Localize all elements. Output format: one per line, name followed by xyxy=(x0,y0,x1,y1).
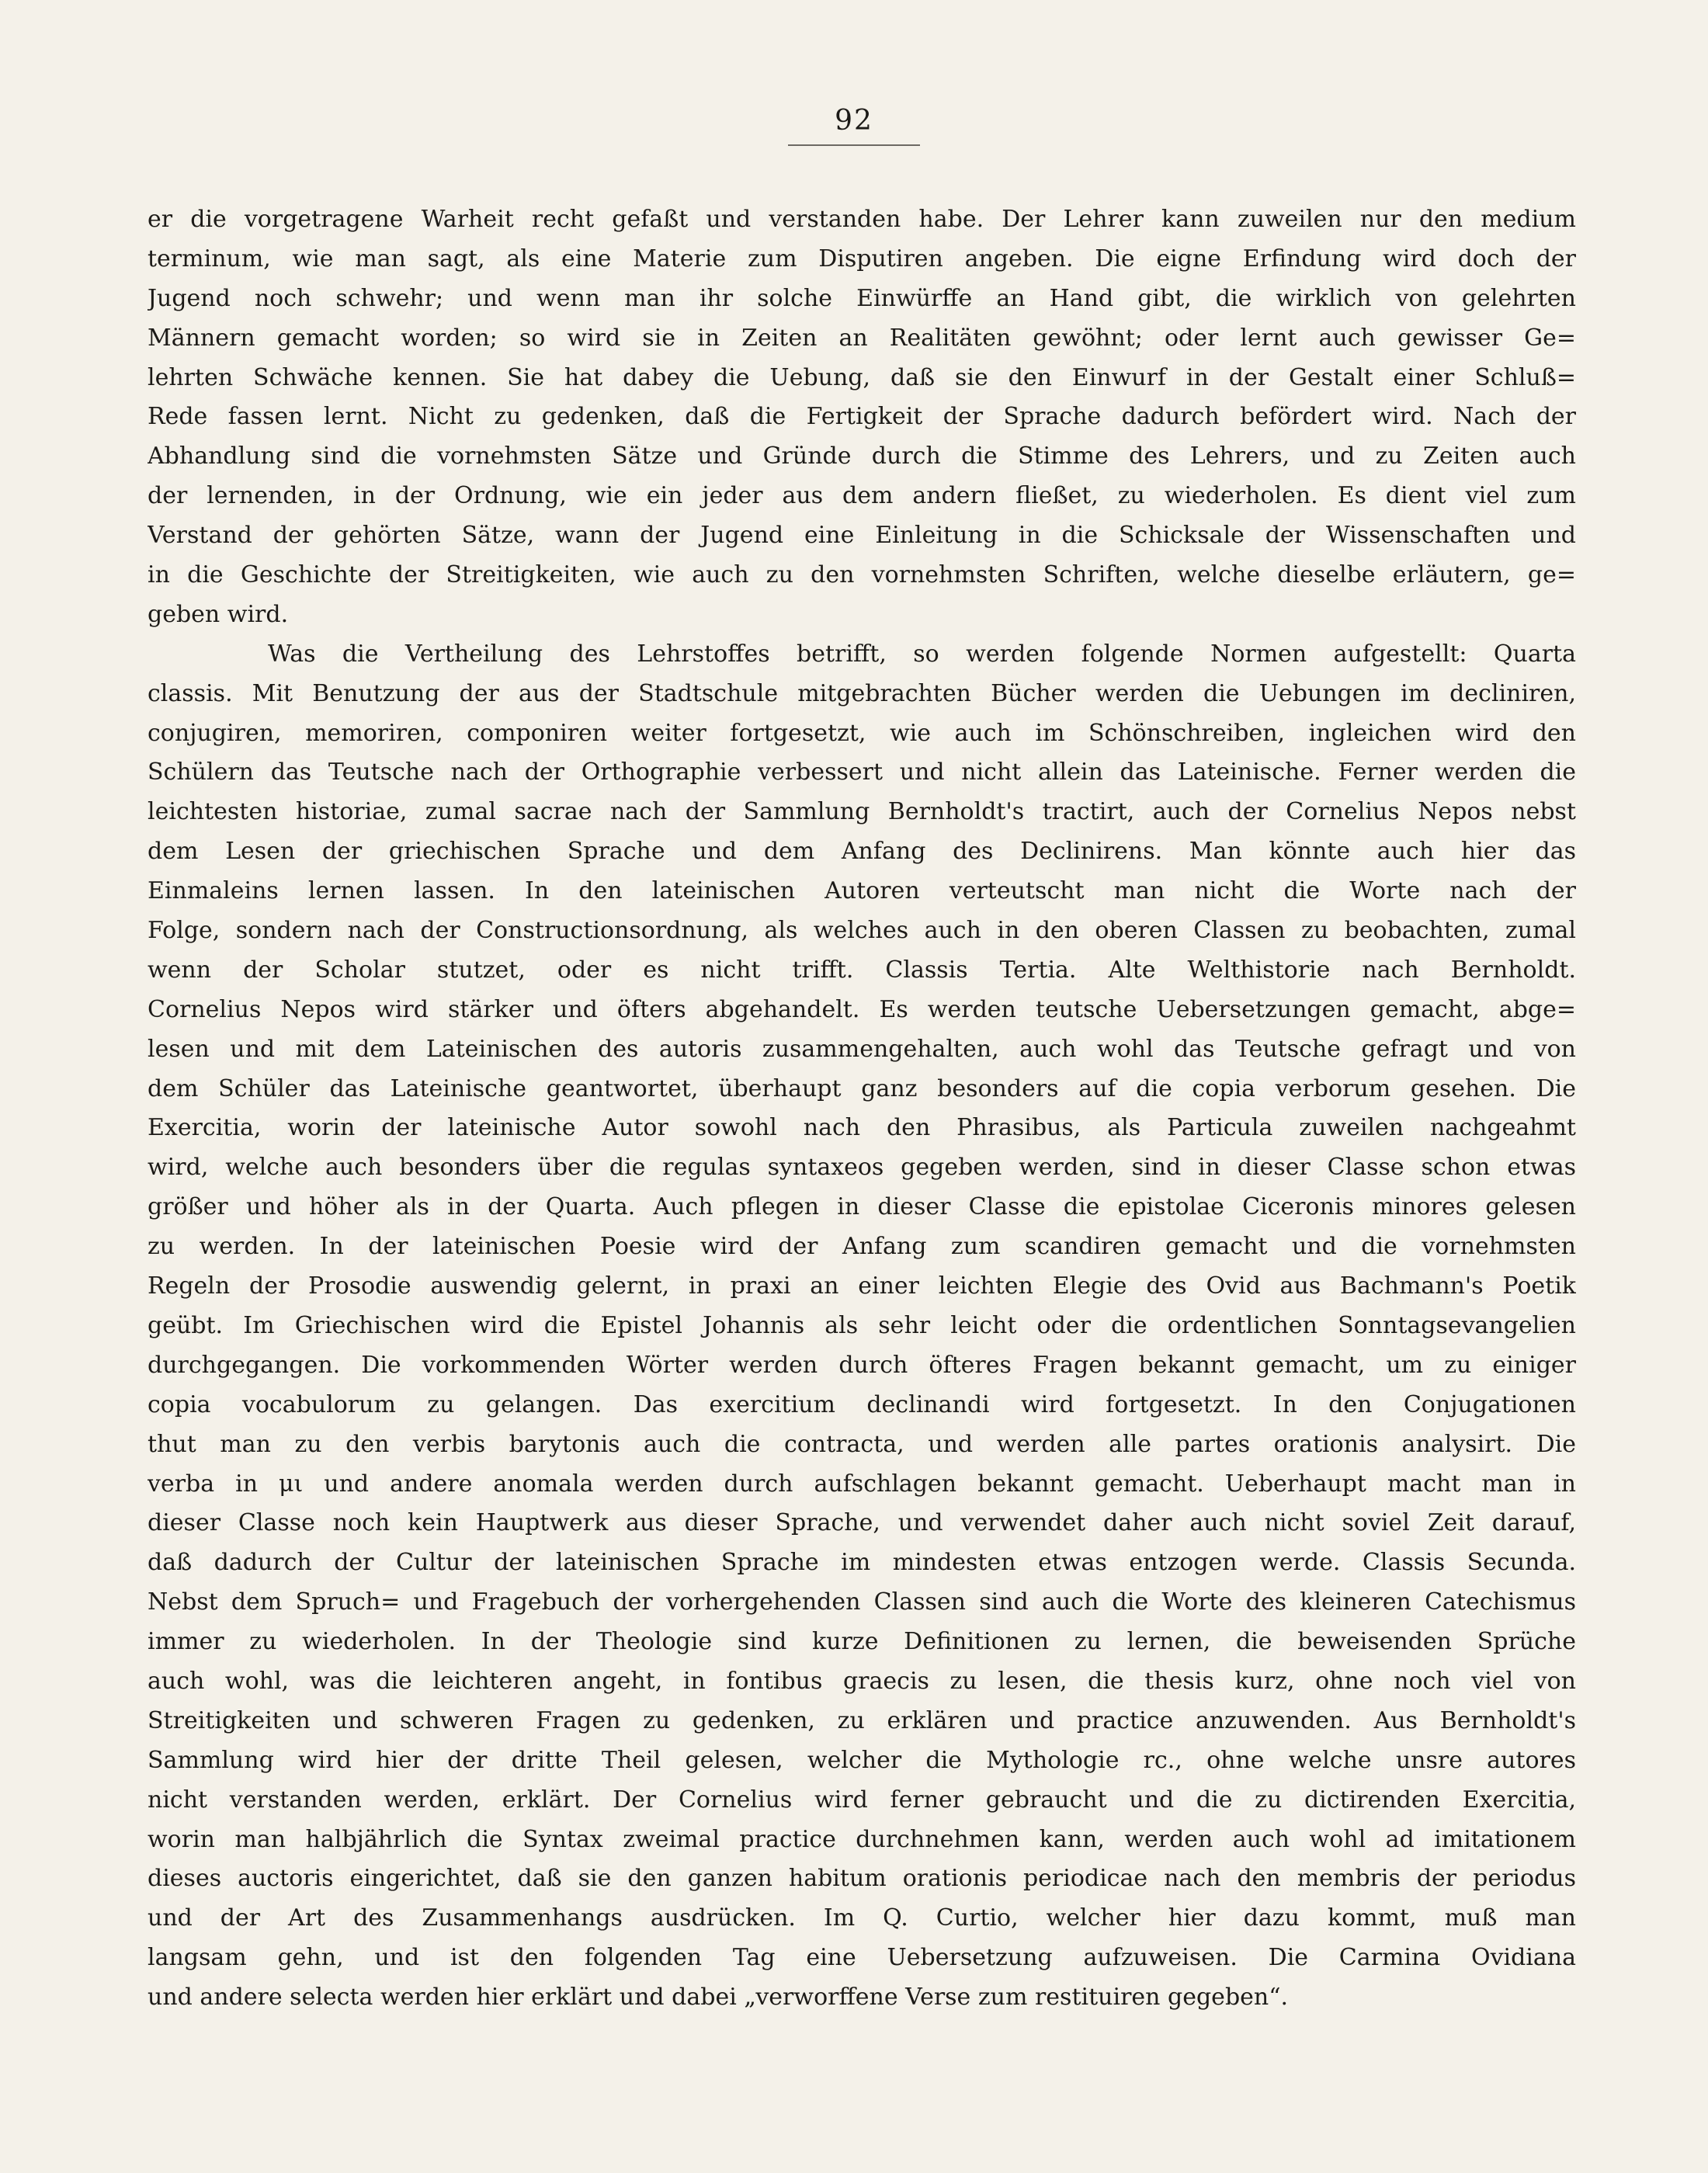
text-line: dieser Classe noch kein Hauptwerk aus dieser Sprache, und verwendet daher auch nicht soviel Zeit darauf, xyxy=(148,1509,1576,1537)
text-line: classis. Mit Benutzung der aus der Stadtschule mitgebrachten Bücher werden die Uebungen im decliniren, xyxy=(148,679,1576,707)
text-line: Sammlung wird hier der dritte Theil gelesen, welcher die Mythologie rc., ohne welche unsre autores xyxy=(148,1746,1576,1774)
text-line: lesen und mit dem Lateinischen des autoris zusammengehalten, auch wohl das Teutsche gefragt und von xyxy=(148,1035,1576,1063)
text-line: dem Lesen der griechischen Sprache und dem Anfang des Declinirens. Man könnte auch hier das xyxy=(148,838,1576,866)
text-line: immer zu wiederholen. In der Theologie sind kurze Definitionen zu lernen, die beweisenden Sprüche xyxy=(148,1628,1576,1656)
text-line: geben wird. xyxy=(148,600,289,628)
text-line: er die vorgetragene Warheit recht gefaßt und verstanden habe. Der Lehrer kann zuweilen nur den medium xyxy=(148,206,1576,233)
text-line: dem Schüler das Lateinische geantwortet, überhaupt ganz besonders auf die copia verborum gesehen. Die xyxy=(148,1074,1576,1102)
text-line: Exercitia, worin der lateinische Autor sowohl nach den Phrasibus, als Particula zuweilen nachgeahmt xyxy=(148,1114,1576,1142)
text-line: leichtesten historiae, zumal sacrae nach der Sammlung Bernholdt's tractirt, auch der Cornelius Nepos nebst xyxy=(148,798,1576,826)
text-line: terminum, wie man sagt, als eine Materie zum Disputiren angeben. Die eigne Erfindung wird doch der xyxy=(148,245,1576,272)
text-line: Rede fassen lernt. Nicht zu gedenken, daß die Fertigkeit der Sprache dadurch befördert wird. Nach der xyxy=(148,403,1576,431)
text-line: Einmaleins lernen lassen. In den lateinischen Autoren verteutscht man nicht die Worte nach der xyxy=(148,877,1576,905)
text-line: daß dadurch der Cultur der lateinischen Sprache im mindesten etwas entzogen werde. Classis Secunda. xyxy=(148,1549,1576,1577)
text-line: lehrten Schwäche kennen. Sie hat dabey die Uebung, daß sie den Einwurf in der Gestalt einer Schluß= xyxy=(148,363,1576,391)
text-line: Männern gemacht worden; so wird sie in Zeiten an Realitäten gewöhnt; oder lernt auch gewisser Ge= xyxy=(148,324,1576,352)
text-line: und andere selecta werden hier erklärt und dabei „verworffene Verse zum restituiren gegeben“. xyxy=(148,1984,1289,2012)
page-number: 92 xyxy=(788,106,920,146)
text-line: copia vocabulorum zu gelangen. Das exercitium declinandi wird fortgesetzt. In den Conjugationen xyxy=(148,1390,1576,1418)
text-line: verba in μι und andere anomala werden durch aufschlagen bekannt gemacht. Ueberhaupt macht man in xyxy=(148,1470,1576,1498)
text-line: auch wohl, was die leichteren angeht, in fontibus graecis zu lesen, die thesis kurz, ohne noch viel von xyxy=(148,1667,1576,1695)
text-line: worin man halbjährlich die Syntax zweimal practice durchnehmen kann, werden auch wohl ad imitationem xyxy=(148,1825,1576,1853)
text-line: wenn der Scholar stutzet, oder es nicht trifft. Classis Tertia. Alte Welthistorie nach Bernholdt. xyxy=(148,956,1576,984)
text-line: Regeln der Prosodie auswendig gelernt, in praxi an einer leichten Elegie des Ovid aus Bachmann's Poetik xyxy=(148,1272,1576,1300)
text-line: langsam gehn, und ist den folgenden Tag eine Uebersetzung aufzuweisen. Die Carmina Ovidiana xyxy=(148,1944,1576,1972)
text-line: dieses auctoris eingerichtet, daß sie den ganzen habitum orationis periodicae nach den membris der periodus xyxy=(148,1865,1576,1893)
text-line: Schülern das Teutsche nach der Orthographie verbessert und nicht allein das Lateinische. Ferner werden die xyxy=(148,758,1576,786)
text-line: durchgegangen. Die vorkommenden Wörter werden durch öfteres Fragen bekannt gemacht, um zu einiger xyxy=(148,1351,1576,1379)
text-line: Verstand der gehörten Sätze, wann der Jugend eine Einleitung in die Schicksale der Wissenschaften und xyxy=(148,522,1576,550)
text-line: Cornelius Nepos wird stärker und öfters abgehandelt. Es werden teutsche Uebersetzungen gemacht, abge= xyxy=(148,995,1576,1023)
text-line: der lernenden, in der Ordnung, wie ein jeder aus dem andern fließet, zu wiederholen. Es dient viel zum xyxy=(148,482,1576,510)
text-line: in die Geschichte der Streitigkeiten, wie auch zu den vornehmsten Schriften, welche dieselbe erläutern, ge= xyxy=(148,561,1576,589)
text-line: und der Art des Zusammenhangs ausdrücken. Im Q. Curtio, welcher hier dazu kommt, muß man xyxy=(148,1904,1576,1932)
text-line: Was die Vertheilung des Lehrstoffes betrifft, so werden folgende Normen aufgestellt: Quarta xyxy=(268,640,1576,668)
text-line: Jugend noch schwehr; und wenn man ihr solche Einwürffe an Hand gibt, die wirklich von gelehrten xyxy=(148,284,1576,312)
text-line: Streitigkeiten und schweren Fragen zu gedenken, zu erklären und practice anzuwenden. Aus Bernholdt's xyxy=(148,1706,1576,1734)
text-line: wird, welche auch besonders über die regulas syntaxeos gegeben werden, sind in dieser Classe schon etwas xyxy=(148,1154,1576,1182)
text-line: conjugiren, memoriren, componiren weiter fortgesetzt, wie auch im Schönschreiben, ingleichen wird den xyxy=(148,719,1576,747)
text-line: Nebst dem Spruch= und Fragebuch der vorhergehenden Classen sind auch die Worte des kleineren Catechismus xyxy=(148,1588,1576,1616)
text-line: nicht verstanden werden, erklärt. Der Cornelius wird ferner gebraucht und die zu dictirenden Exercitia, xyxy=(148,1786,1576,1814)
text-line: Folge, sondern nach der Constructionsordnung, als welches auch in den oberen Classen zu beobachten, zumal xyxy=(148,917,1576,945)
body-text xyxy=(148,200,1576,2018)
page-header xyxy=(0,106,1708,146)
text-line: Abhandlung sind die vornehmsten Sätze und Gründe durch die Stimme des Lehrers, und zu Zeiten auch xyxy=(148,443,1576,470)
text-line: größer und höher als in der Quarta. Auch pflegen in dieser Classe die epistolae Ciceronis minores gelesen xyxy=(148,1193,1576,1221)
text-line: thut man zu den verbis barytonis auch die contracta, und werden alle partes orationis analysirt. Die xyxy=(148,1430,1576,1458)
text-line: zu werden. In der lateinischen Poesie wird der Anfang zum scandiren gemacht und die vornehmsten xyxy=(148,1233,1576,1261)
text-line: geübt. Im Griechischen wird die Epistel Johannis als sehr leicht oder die ordentlichen Sonntagsevangelien xyxy=(148,1311,1576,1339)
